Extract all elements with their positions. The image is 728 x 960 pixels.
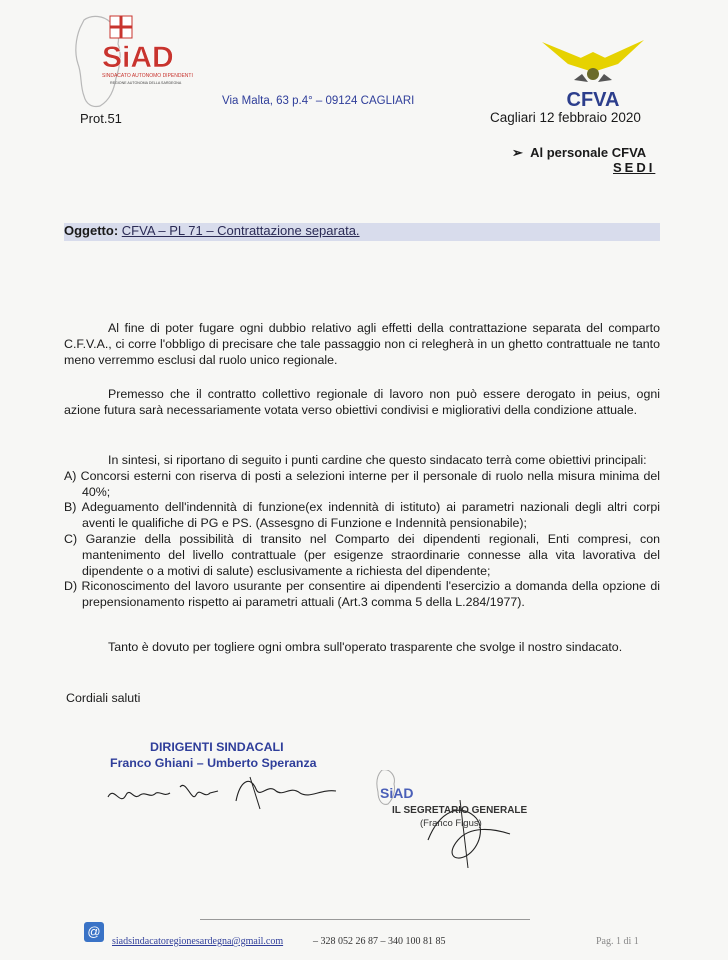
recipient-sedi: SEDI — [613, 160, 656, 175]
subject-text: CFVA – PL 71 – Contrattazione separata. — [121, 223, 360, 238]
handwritten-signatures — [100, 765, 370, 825]
footer-divider — [200, 919, 530, 920]
sender-address: Via Malta, 63 p.4° – 09124 CAGLIARI — [222, 95, 415, 107]
footer-page-number: Pag. 1 di 1 — [596, 936, 639, 947]
list-item-d: D) Riconoscimento del lavoro usurante per consentire ai dipendenti l'esercizio a domanda della opzione di prepensionamento rispetto ai parametri attuali (Art.3 comma 5 della L.284/1977). — [64, 579, 660, 610]
siad-logo-subtitle-2: REGIONE AUTONOMA DELLA SARDEGNA — [110, 81, 182, 85]
list-item-c: C) Garanzie della possibilità di transito nel Comparto dei dipendenti regionali, Enti compresi, con mantenimento del livello contrattuale (per esigenze straordinarie connesse alla vita lavorativa del dipendente o a motivi di salute) esclusivamente a richiesta del dipendente; — [64, 531, 660, 578]
email-icon: @ — [84, 922, 104, 942]
footer-email-link[interactable]: siadsindacatoregionesardegna@gmail.com — [112, 936, 284, 947]
recipient-label: Al personale CFVA — [530, 145, 647, 160]
paragraph-1: Al fine di poter fugare ogni dubbio relativo agli effetti della contrattazione separata del comparto C.F.V.A., ci corre l'obbligo di precisare che tale passaggio non ci relegherà in un ghetto contrattuale ne tanto meno verremmo esclusi dal ruolo unico regionale. — [64, 321, 660, 367]
stamp-logo: SiAD — [380, 785, 414, 801]
paragraph-2: Premesso che il contratto collettivo regionale di lavoro non può essere derogato in peius, ogni azione futura sarà necessariamente votata verso obiettivi condivisi e migliorativi della condizione attuale. — [64, 387, 660, 417]
subject-line — [64, 223, 660, 241]
siad-logo-wordmark: SiAD — [102, 41, 174, 74]
cfva-logo-wordmark: CFVA — [566, 89, 620, 110]
paragraph-4: Tanto è dovuto per togliere ogni ombra sull'operato trasparente che svolge il nostro sindacato. — [108, 640, 623, 654]
paragraph-3 — [64, 453, 660, 611]
cfva-logo — [538, 34, 648, 110]
list-item-b: B) Adeguamento dell'indennità di funzione(ex indennità di istituto) ai parametri nazionali degli altri corpi aventi le qualifiche di PG e PS. (Assesgno di Funzione e Indennità pensionabile); — [64, 500, 660, 531]
stamp-title: IL SEGRETARIO GENERALE — [392, 805, 528, 816]
arrow-bullet-icon: ➢ — [512, 145, 531, 160]
list-item-a: A) Concorsi esterni con riserva di posti a selezioni interne per il personale di ruolo nella misura minima del 40%; — [64, 468, 660, 499]
signatories-title: DIRIGENTI SINDACALI — [150, 740, 284, 754]
footer-phone-numbers: – 328 052 26 87 – 340 100 81 85 — [313, 936, 446, 947]
subject-label: Oggetto: — [64, 223, 119, 238]
recipient — [512, 145, 646, 161]
letter-date: Cagliari 12 febbraio 2020 — [490, 110, 641, 125]
siad-logo-subtitle-1: SINDACATO AUTONOMO DIPENDENTI — [102, 73, 193, 79]
protocol-number: Prot.51 — [80, 111, 122, 126]
stamp-name: (Franco Figus) — [420, 818, 482, 829]
siad-logo — [70, 12, 230, 112]
paragraph-3-intro: In sintesi, si riportano di seguito i punti cardine che questo sindacato terrà come obiettivi principali: — [108, 453, 647, 467]
signatories-names: Franco Ghiani – Umberto Speranza — [110, 756, 317, 770]
greeting: Cordiali saluti — [66, 691, 141, 705]
